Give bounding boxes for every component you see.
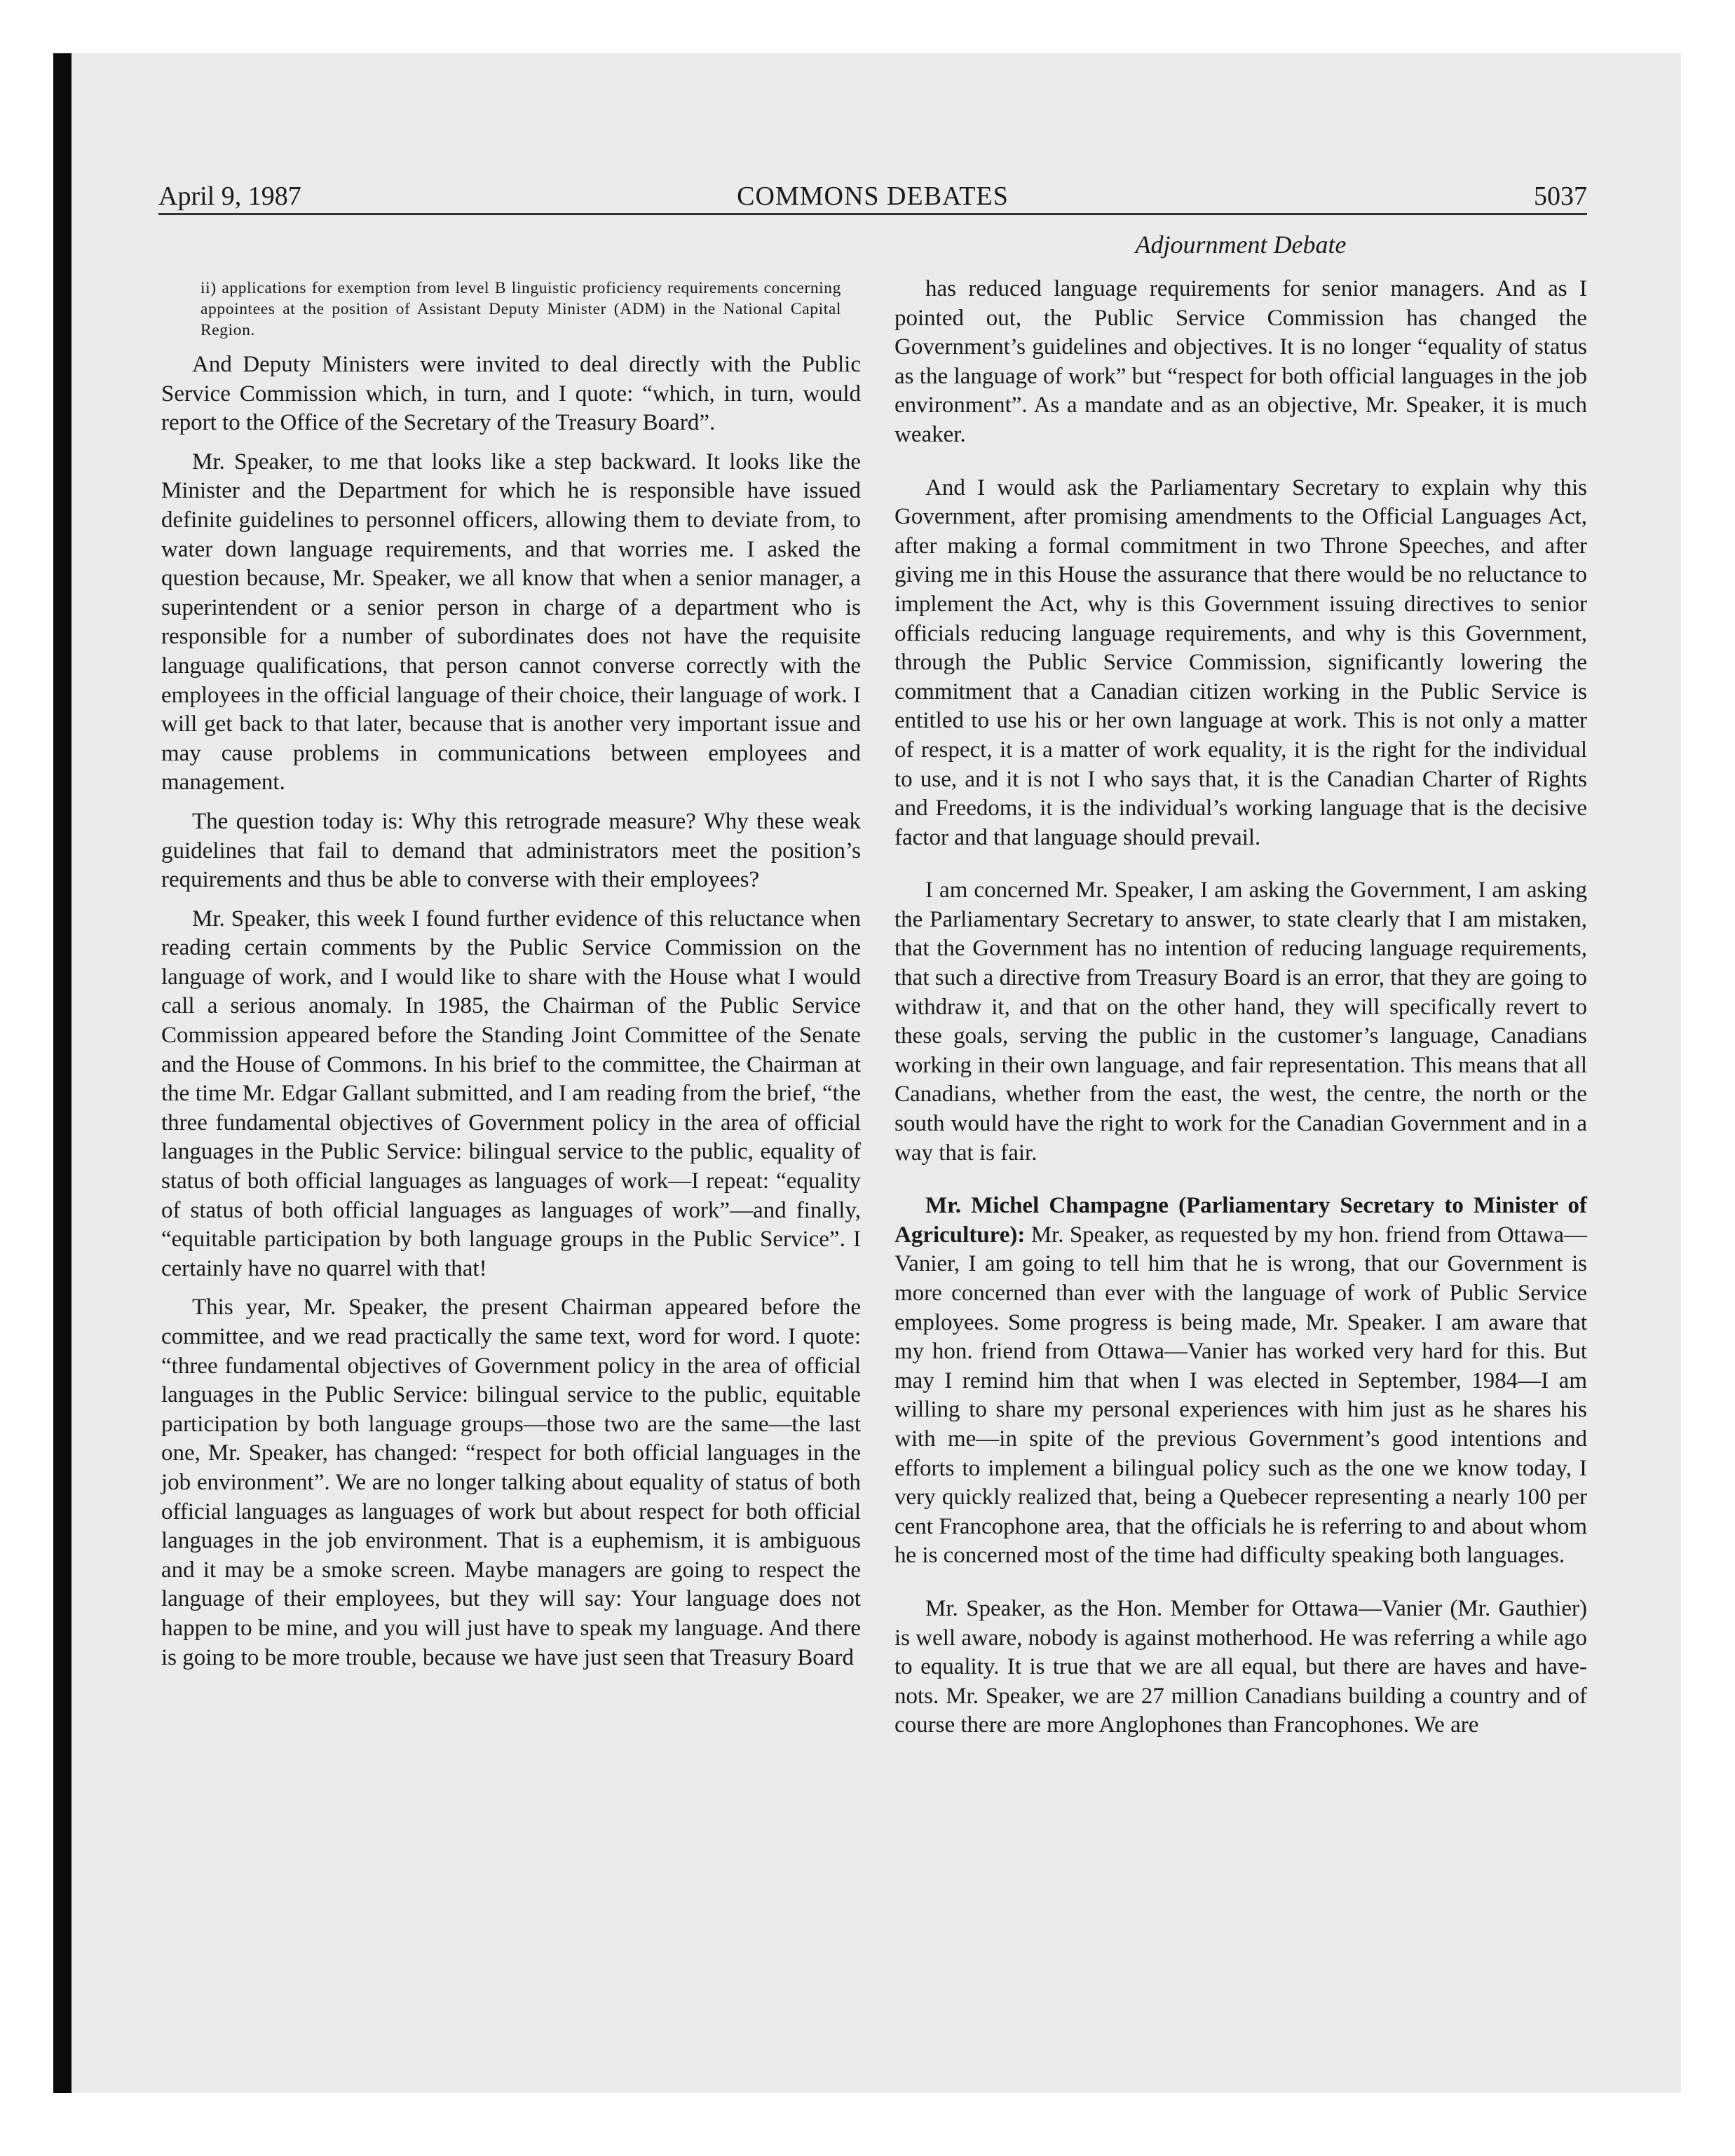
- header-publication: COMMONS DEBATES: [737, 182, 1009, 211]
- speaker-name: Mr. Michel Champagne (Parliamentary Secretary to Minister of Agriculture):: [894, 1193, 1587, 1248]
- paragraph: This year, Mr. Speaker, the present Chairman appeared before the committee, and we read practically the same text, word for word. I quote: “three fundamental objectives of Government policy in the area of official languages in the Public Service: bilingual service to the public, equitable participation by both language groups—those two are the same—the last one, Mr. Speaker, has changed: “respect for both official languages in the job environment”. We are no longer talking about equality of status of both official languages as languages of work but about respect for both official languages in the job environment. That is a euphemism, it is ambiguous and it may be a smoke screen. Maybe managers are going to respect the language of their employees, but they will say: Your language does not happen to be mine, and you will just have to speak my language. And there is going to be more trouble, because we have just seen that Treasury Board: [161, 1295, 861, 1670]
- header-rule: [158, 213, 1587, 215]
- paragraph: Mr. Speaker, as the Hon. Member for Ottawa—Vanier (Mr. Gauthier) is well aware, nobody is against motherhood. He was referring a while ago to equality. It is true that we are all equal, but there are haves and have-nots. Mr. Speaker, we are 27 million Canadians building a country and of course there are more Anglophones than Francophones. We are: [894, 1595, 1587, 1738]
- paragraph: And I would ask the Parliamentary Secretary to explain why this Government, after promising amendments to the Official Languages Act, after making a formal commitment in two Throne Speeches, and after giving me in this House the assurance that there would be no reluctance to implement the Act, why is this Government issuing directives to senior officials reducing language requirements, and why is this Government, through the Public Service Commission, significantly lowering the commitment that a Canadian citizen working in the Public Service is entitled to use his or her own language at work. This is not only a matter of respect, it is a matter of work equality, it is the right for the individual to use, and it is not I who says that, it is the Canadian Charter of Rights and Freedoms, it is the individual’s working language that is the decisive factor and that language should prevail.: [894, 475, 1587, 850]
- paragraph: I am concerned Mr. Speaker, I am asking the Government, I am asking the Parliamentary Secretary to answer, to state clearly that I am mistaken, that the Government has no intention of reducing language requirements, that such a directive from Treasury Board is an error, that they are going to withdraw it, and that on the other hand, they will specifically revert to these goals, serving the public in the customer’s language, Canadians working in their own language, and fair representation. This means that all Canadians, whether from the east, the west, the centre, the north or the south would have the right to work for the Canadian Government and in a way that is fair.: [894, 878, 1587, 1166]
- paragraph: Mr. Speaker, this week I found further evidence of this reluctance when reading certain comments by the Public Service Commission on the language of work, and I would like to share with the House what I would call a serious anomaly. In 1985, the Chairman of the Public Service Commission appeared before the Standing Joint Committee of the Senate and the House of Commons. In his brief to the committee, the Chairman at the time Mr. Edgar Gallant submitted, and I am reading from the brief, “the three fundamental objectives of Government policy in the area of official languages in the Public Service: bilingual service to the public, equality of status of both official languages as languages of work—I repeat: “equality of status of both official languages as languages of work”—and finally, “equitable participation by both language groups in the Public Service”. I certainly have no quarrel with that!: [161, 906, 861, 1281]
- page-header: [158, 181, 1587, 213]
- header-page-number: 5037: [1534, 182, 1587, 211]
- speaker-paragraph: [894, 1192, 1587, 1571]
- paragraph: has reduced language requirements for senior managers. And as I pointed out, the Public Service Commission has changed the Government’s guidelines and objectives. It is no longer “equality of status as the language of work” but “respect for both official languages in the job environment”. As a mandate and as an objective, Mr. Speaker, it is much weaker.: [894, 276, 1587, 447]
- left-column: [161, 275, 861, 1682]
- block-quote: ii) applications for exemption from level B linguistic proficiency requirements concerning appointees at the position of Assistant Deputy Minister (ADM) in the National Capital Region.: [200, 279, 841, 339]
- paragraph: And Deputy Ministers were invited to deal directly with the Public Service Commission which, in turn, and I quote: “which, in turn, would report to the Office of the Secretary of the Treasury Board”.: [161, 352, 861, 436]
- paragraph: Mr. Speaker, to me that looks like a step backward. It looks like the Minister and the Department for which he is responsible have issued definite guidelines to personnel officers, allowing them to deviate from, to water down language requirements, and that worries me. I asked the question because, Mr. Speaker, we all know that when a senior manager, a superintendent or a senior person in charge of a department who is responsible for a number of subordinates does not have the requisite language qualifications, that person cannot converse correctly with the employees in the official language of their choice, their language of work. I will get back to that later, because that is another very important issue and may cause problems in communications between employees and management.: [161, 449, 861, 796]
- header-date: April 9, 1987: [158, 182, 301, 211]
- speaker-text: Mr. Speaker, as requested by my hon. friend from Ottawa—Vanier, I am going to tell him that he is wrong, that our Government is more concerned than ever with the language of work of Public Service employees. Some progress is being made, Mr. Speaker. I am aware that my hon. friend from Ottawa—Vanier has worked very hard for this. But may I remind him that when I was elected in September, 1984—I am willing to share my personal experiences with him just as he shares his with me—in spite of the previous Government’s good intentions and efforts to implement a bilingual policy such as the one we know today, I very quickly realized that, being a Quebecer representing a nearly 100 per cent Francophone area, that the officials he is referring to and about whom he is concerned most of the time had difficulty speaking both languages.: [894, 1222, 1587, 1569]
- paragraph: The question today is: Why this retrograde measure? Why these weak guidelines that fail to demand that administrators meet the position’s requirements and thus be able to converse with their employees?: [161, 808, 861, 893]
- binding-edge: [53, 53, 72, 2093]
- right-column: [894, 275, 1587, 1750]
- section-title: Adjournment Debate: [1135, 231, 1347, 259]
